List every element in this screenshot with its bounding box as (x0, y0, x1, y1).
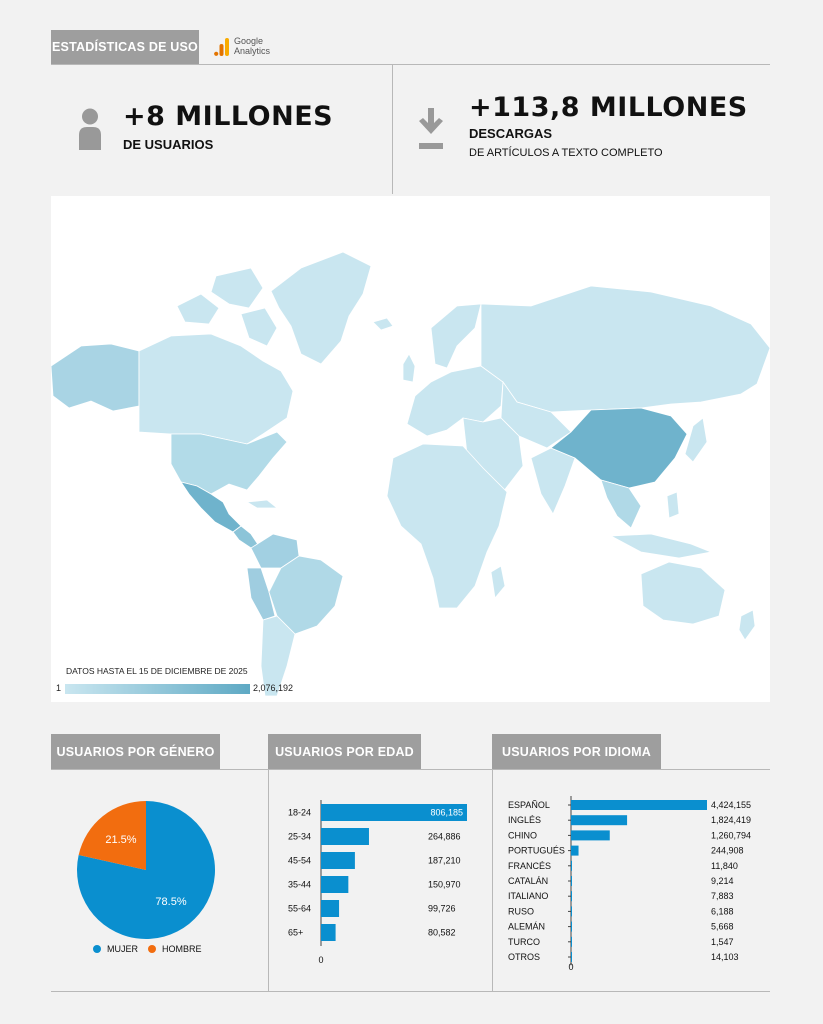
bar-category-label: FRANCÉS (508, 860, 552, 871)
bar-category-label: INGLÉS (508, 815, 542, 826)
canada (139, 334, 293, 444)
alaska (51, 344, 139, 411)
iceland (373, 318, 393, 330)
bar-category-label: 55-64 (288, 903, 312, 914)
section-rule-top (51, 769, 770, 770)
legend-max: 2,076,192 (253, 683, 294, 693)
bar-catalán (571, 876, 572, 886)
section-rule-bottom (51, 991, 770, 992)
bar-category-label: 65+ (288, 927, 304, 938)
bar-value-label: 4,424,155 (711, 800, 752, 810)
bar-category-label: 35-44 (288, 879, 312, 890)
bar-value-label: 264,886 (428, 831, 461, 842)
canada-arctic-islands-2 (177, 294, 219, 324)
bar-value-label: 7,883 (711, 891, 734, 902)
philippines (667, 492, 679, 518)
ga-text-1: Google (234, 36, 264, 46)
bar-category-label: 45-54 (288, 855, 312, 866)
bar-chino (571, 830, 610, 840)
bar-category-label: OTROS (508, 952, 541, 962)
age-title: USUARIOS POR EDAD (268, 734, 421, 769)
downloads-count: +113,8 MILLONES (469, 92, 748, 123)
india (531, 448, 575, 514)
legend-min: 1 (56, 683, 62, 693)
world-map (51, 196, 770, 702)
stats-divider (392, 64, 393, 194)
russia (481, 286, 770, 412)
users-label: DE USUARIOS (123, 137, 214, 152)
southeast-asia (601, 480, 641, 528)
pie-label-hombre: 21.5% (105, 833, 137, 846)
legend-label-mujer: MUJER (107, 944, 138, 954)
bar-category-label: 25-34 (288, 831, 312, 842)
bar-category-label: CATALÁN (508, 876, 549, 886)
google-analytics-logo (214, 35, 284, 59)
bar-category-label: CHINO (508, 830, 537, 841)
bar-italiano (571, 891, 572, 901)
baffin-island (241, 308, 277, 346)
bar-value-label: 244,908 (711, 845, 744, 856)
bar-value-label: 99,726 (428, 903, 456, 914)
bar-value-label: 1,547 (711, 936, 734, 947)
bar-category-label: ALEMÁN (508, 921, 546, 932)
bar-value-label: 6,188 (711, 906, 734, 917)
bar-value-label: 14,103 (711, 952, 739, 962)
legend-gradient (65, 684, 250, 694)
map-note: DATOS HASTA EL 15 DE DICIEMBRE DE 2025 (66, 666, 248, 676)
china (551, 408, 687, 488)
new-zealand (739, 610, 755, 640)
bar-45-54 (321, 852, 355, 869)
bar-category-label: PORTUGUÉS (508, 845, 565, 856)
legend-dot-hombre (148, 945, 156, 953)
bar-value-label: 187,210 (428, 855, 461, 866)
bar-inglés (571, 815, 627, 825)
bar-español (571, 800, 707, 810)
indonesia (611, 534, 711, 558)
bar-value-label: 11,840 (711, 860, 738, 871)
user-icon (78, 108, 102, 150)
bar-category-label: TURCO (508, 936, 540, 947)
downloads-label: DESCARGAS (469, 126, 553, 141)
legend-label-hombre: HOMBRE (162, 944, 202, 954)
bar-35-44 (321, 876, 348, 893)
age-bar-chart (268, 790, 492, 970)
australia (641, 562, 725, 624)
bar-category-label: ITALIANO (508, 891, 549, 902)
bar-65+ (321, 924, 336, 941)
japan (685, 418, 707, 462)
uk (403, 354, 415, 382)
canada-arctic-islands (211, 268, 263, 308)
bar-55-64 (321, 900, 339, 917)
central-america (233, 526, 259, 548)
scandinavia (431, 304, 481, 368)
gender-title: USUARIOS POR GÉNERO (51, 734, 220, 769)
bar-25-34 (321, 828, 369, 845)
ga-text-2: Analytics (234, 46, 271, 56)
language-bar-chart (492, 790, 770, 980)
bar-value-label: 80,582 (428, 927, 456, 938)
bar-portugués (571, 846, 579, 856)
bar-value-label: 9,214 (711, 876, 734, 886)
bar-francés (571, 861, 572, 871)
world-map-panel (51, 196, 770, 702)
bar-category-label: 18-24 (288, 807, 312, 818)
header-rule (51, 64, 770, 65)
bar-value-label: 5,668 (711, 921, 734, 932)
bar-value-label: 150,970 (428, 879, 461, 890)
bar-value-label: 1,824,419 (711, 815, 752, 826)
page-title: ESTADÍSTICAS DE USO (51, 30, 199, 64)
bar-alemán (571, 922, 572, 932)
bar-value-label: 1,260,794 (711, 830, 752, 841)
bar-category-label: ESPAÑOL (508, 800, 550, 810)
download-icon (416, 107, 446, 151)
downloads-sublabel: DE ARTÍCULOS A TEXTO COMPLETO (469, 147, 663, 159)
legend-dot-mujer (93, 945, 101, 953)
language-title: USUARIOS POR IDIOMA (492, 734, 661, 769)
bar-axis-zero-label: 0 (318, 955, 324, 965)
analytics-icon (214, 37, 230, 57)
bar-ruso (571, 906, 572, 916)
greenland (271, 252, 371, 364)
bar-category-label: RUSO (508, 906, 535, 917)
cuba (247, 500, 277, 508)
gender-legend (93, 943, 243, 957)
users-count: +8 MILLONES (123, 101, 334, 132)
madagascar (491, 566, 505, 598)
pie-label-mujer: 78.5% (155, 896, 187, 909)
bar-turco (571, 937, 572, 947)
bar-axis-zero-label: 0 (568, 962, 574, 972)
bar-value-label: 806,185 (430, 807, 463, 818)
bar-otros (571, 952, 572, 962)
